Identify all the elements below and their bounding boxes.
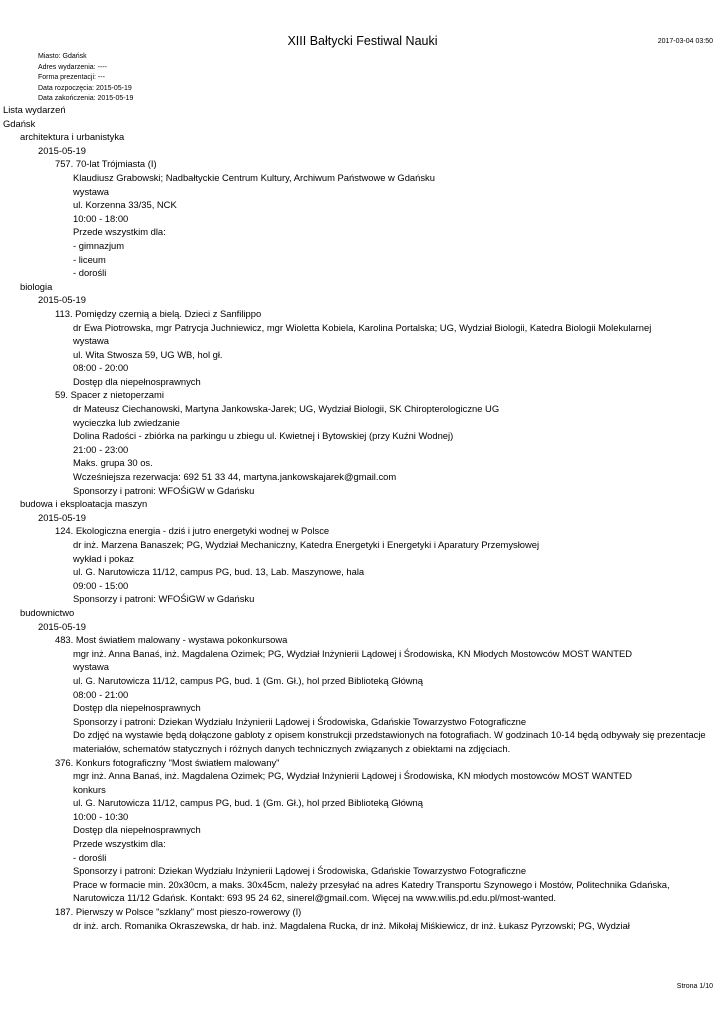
event-sponsors: Sponsorzy i patroni: Dziekan Wydziału Inżynierii Lądowej i Środowiska, Gdańskie Towarzystwo Fotograficzne [73, 865, 527, 877]
event-time: 10:00 - 10:30 [73, 810, 129, 822]
event-type: konkurs [73, 783, 106, 795]
category-date: 2015-05-19 [38, 620, 86, 632]
category-date: 2015-05-19 [38, 144, 86, 156]
event-organizer: mgr inż. Anna Banaś, inż. Magdalena Ozimek; PG, Wydział Inżynierii Lądowej i Środowiska, KN Młodych Mostowców MOST WANTED [73, 647, 632, 659]
event-organizer: dr inż. arch. Romanika Okraszewska, dr hab. inż. Magdalena Rucka, dr inż. Mikołaj Miśkiewicz, dr inż. Łukasz Pyrzowski; PG, Wydział [73, 919, 630, 931]
meta-start-date: Data rozpoczęcia: 2015-05-19 [38, 84, 132, 92]
category-date: 2015-05-19 [38, 511, 86, 523]
event-location: ul. Korzenna 33/35, NCK [73, 199, 177, 211]
meta-address: Adres wydarzenia: ---- [38, 63, 107, 71]
event-type: wystawa [73, 185, 109, 197]
event-time: 08:00 - 20:00 [73, 362, 129, 374]
event-time: 08:00 - 21:00 [73, 688, 129, 700]
event-description: Do zdjęć na wystawie będą dołączone gabloty z opisem konstrukcji przedstawionych na fotografiach. W godzinach 10-14 będą odbywały się prezentacje materiałów, schematów statycznych i różnych danych technicznych związanych z obiektami na zdjęciach. [73, 729, 706, 754]
category-heading: architektura i urbanistyka [20, 131, 125, 143]
page-number: Strona 1/10 [676, 983, 713, 990]
page-title: XIII Bałtycki Festiwal Nauki [287, 34, 438, 48]
event-location: ul. G. Narutowicza 11/12, campus PG, bud. 13, Lab. Maszynowe, hala [73, 566, 365, 578]
event-group-size: Maks. grupa 30 os. [73, 457, 153, 469]
event-organizer: mgr inż. Anna Banaś, inż. Magdalena Ozimek; PG, Wydział Inżynierii Lądowej i Środowiska, KN młodych mostowców MOST WANTED [73, 770, 632, 782]
event-audience-label: Przede wszystkim dla: [73, 838, 166, 850]
event-type: wycieczka lub zwiedzanie [73, 416, 180, 428]
event-filter-meta [38, 52, 133, 105]
event-sponsors: Sponsorzy i patroni: WFOŚiGW w Gdańsku [73, 593, 255, 605]
event-time: 09:00 - 15:00 [73, 579, 129, 591]
meta-presentation-form: Forma prezentacji: --- [38, 74, 105, 82]
meta-city: Miasto: Gdańsk [38, 53, 87, 60]
event-location: ul. Wita Stwosza 59, UG WB, hol gł. [73, 348, 223, 360]
event-location: ul. G. Narutowicza 11/12, campus PG, bud. 1 (Gm. Gł.), hol przed Biblioteką Główną [73, 674, 423, 686]
event-location: ul. G. Narutowicza 11/12, campus PG, bud. 1 (Gm. Gł.), hol przed Biblioteką Główną [73, 797, 423, 809]
event-list [0, 103, 711, 932]
event-organizer: Klaudiusz Grabowski; Nadbałtyckie Centrum Kultury, Archiwum Państwowe w Gdańsku [73, 171, 435, 183]
event-title: 59. Spacer z nietoperzami [55, 389, 164, 401]
event-sponsors: Sponsorzy i patroni: WFOŚiGW w Gdańsku [73, 484, 255, 496]
event-audience-item: - liceum [73, 253, 106, 265]
event-type: wystawa [73, 335, 109, 347]
event-reservation: Wcześniejsza rezerwacja: 692 51 33 44, martyna.jankowskajarek@gmail.com [73, 471, 397, 483]
meta-end-date: Data zakończenia: 2015-05-19 [38, 95, 134, 103]
event-title: 113. Pomiędzy czernią a bielą. Dzieci z Sanfilippo [55, 307, 262, 319]
event-audience-item: - dorośli [73, 851, 107, 863]
event-sponsors: Sponsorzy i patroni: Dziekan Wydziału Inżynierii Lądowej i Środowiska, Gdańskie Towarzystwo Fotograficzne [73, 715, 527, 727]
event-audience-item: - dorośli [73, 267, 107, 279]
event-accessibility: Dostęp dla niepełnosprawnych [73, 702, 201, 714]
list-heading: Lista wydarzeń [3, 104, 66, 115]
event-organizer: dr Ewa Piotrowska, mgr Patrycja Juchniewicz, mgr Wioletta Kobiela, Karolina Portalska; UG, Wydział Biologii, Katedra Biologii Molekularnej [73, 321, 652, 333]
event-accessibility: Dostęp dla niepełnosprawnych [73, 824, 201, 836]
event-title: 483. Most światłem malowany - wystawa pokonkursowa [55, 634, 288, 646]
event-audience-item: - gimnazjum [73, 239, 125, 251]
event-title: 757. 70-lat Trójmiasta (I) [55, 158, 157, 170]
event-title: 124. Ekologiczna energia - dziś i jutro energetyki wodnej w Polsce [55, 525, 330, 537]
category-heading: biologia [20, 280, 53, 292]
event-type: wykład i pokaz [73, 552, 134, 564]
event-title: 376. Konkurs fotograficzny "Most światłem malowany" [55, 756, 280, 768]
event-accessibility: Dostęp dla niepełnosprawnych [73, 375, 201, 387]
event-location: Dolina Radości - zbiórka na parkingu u zbiegu ul. Kwietnej i Bytowskiej (przy Kuźni Wodnej) [73, 430, 454, 442]
print-timestamp: 2017-03-04 03:50 [657, 38, 713, 45]
event-time: 21:00 - 23:00 [73, 443, 129, 455]
event-organizer: dr inż. Marzena Banaszek; PG, Wydział Mechaniczny, Katedra Energetyki i Energetyki i Aparatury Przemysłowej [73, 539, 540, 550]
event-title: 187. Pierwszy w Polsce "szklany" most pieszo-rowerowy (I) [55, 906, 302, 918]
event-time: 10:00 - 18:00 [73, 212, 129, 224]
city-heading: Gdańsk [3, 117, 36, 129]
event-organizer: dr Mateusz Ciechanowski, Martyna Jankowska-Jarek; UG, Wydział Biologii, SK Chiropterologiczne UG [73, 403, 500, 415]
event-audience-label: Przede wszystkim dla: [73, 226, 166, 238]
event-description: Prace w formacie min. 20x30cm, a maks. 30x45cm, należy przesyłać na adres Katedry Transportu Szynowego i Mostów, Politechnika Gdańska, Narutowicza 11/12 Gdańsk. Kontakt: 693 95 24 62, sinerel@gmail.com. Więcej na www.wilis.pd.edu.pl/most-wanted. [73, 878, 670, 904]
category-heading: budowa i eksploatacja maszyn [20, 498, 148, 510]
category-date: 2015-05-19 [38, 294, 86, 306]
event-type: wystawa [73, 661, 109, 673]
category-heading: budownictwo [20, 606, 75, 618]
